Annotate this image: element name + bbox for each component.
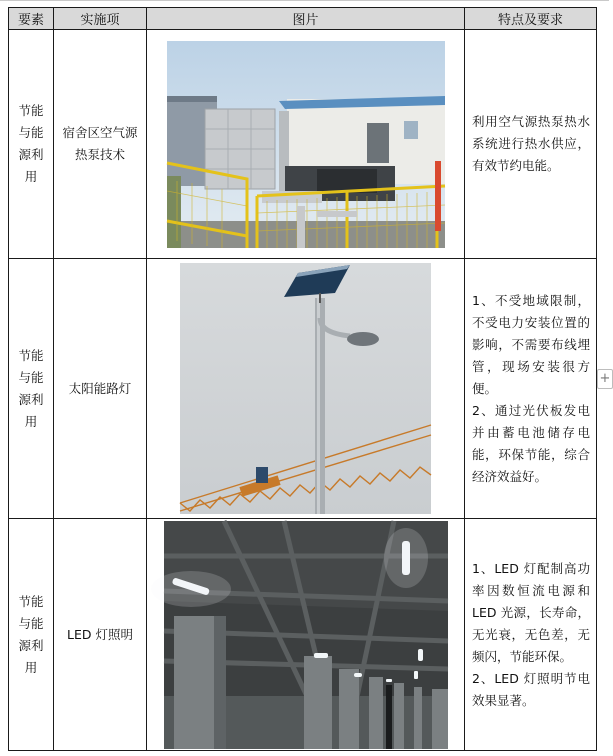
- header-image: 图片: [147, 8, 465, 30]
- item-cell: 太阳能路灯: [54, 259, 147, 519]
- add-row-button[interactable]: +: [597, 369, 613, 389]
- item-cell: 宿舍区空气源 热泵技术: [54, 30, 147, 259]
- header-item: 实施项: [54, 8, 147, 30]
- table-row: [9, 259, 597, 519]
- features-cell: 1、LED 灯配制高功率因数恒流电源和 LED 光源，长寿命，无光衰，无色差，无频闪，节能环保。 2、LED 灯照明节电效果显著。: [465, 519, 597, 751]
- air-source-heat-pump-photo: [167, 41, 445, 248]
- solar-street-light-photo: [180, 263, 431, 514]
- led-lighting-photo: [164, 521, 448, 749]
- header-row: [9, 8, 597, 30]
- header-element: 要素: [9, 8, 54, 30]
- header-features: 特点及要求: [465, 8, 597, 30]
- image-cell: [147, 519, 465, 751]
- table-row: [9, 30, 597, 259]
- item-cell: LED 灯照明: [54, 519, 147, 751]
- table-row: [9, 519, 597, 751]
- element-cell: 节能 与能 源利 用: [9, 259, 54, 519]
- implementation-table: [8, 7, 597, 751]
- image-cell: [147, 30, 465, 259]
- top-border-line: [0, 0, 609, 1]
- element-cell: 节能 与能 源利 用: [9, 30, 54, 259]
- image-cell: [147, 259, 465, 519]
- features-cell: 利用空气源热泵热水系统进行热水供应，有效节约电能。: [465, 30, 597, 259]
- features-cell: 1、不受地域限制，不受电力安装位置的影响，不需要布线埋管，现场安装很方便。 2、通过光伏板发电并由蓄电池储存电能，环保节能，综合经济效益好。: [465, 259, 597, 519]
- element-cell: 节能 与能 源利 用: [9, 519, 54, 751]
